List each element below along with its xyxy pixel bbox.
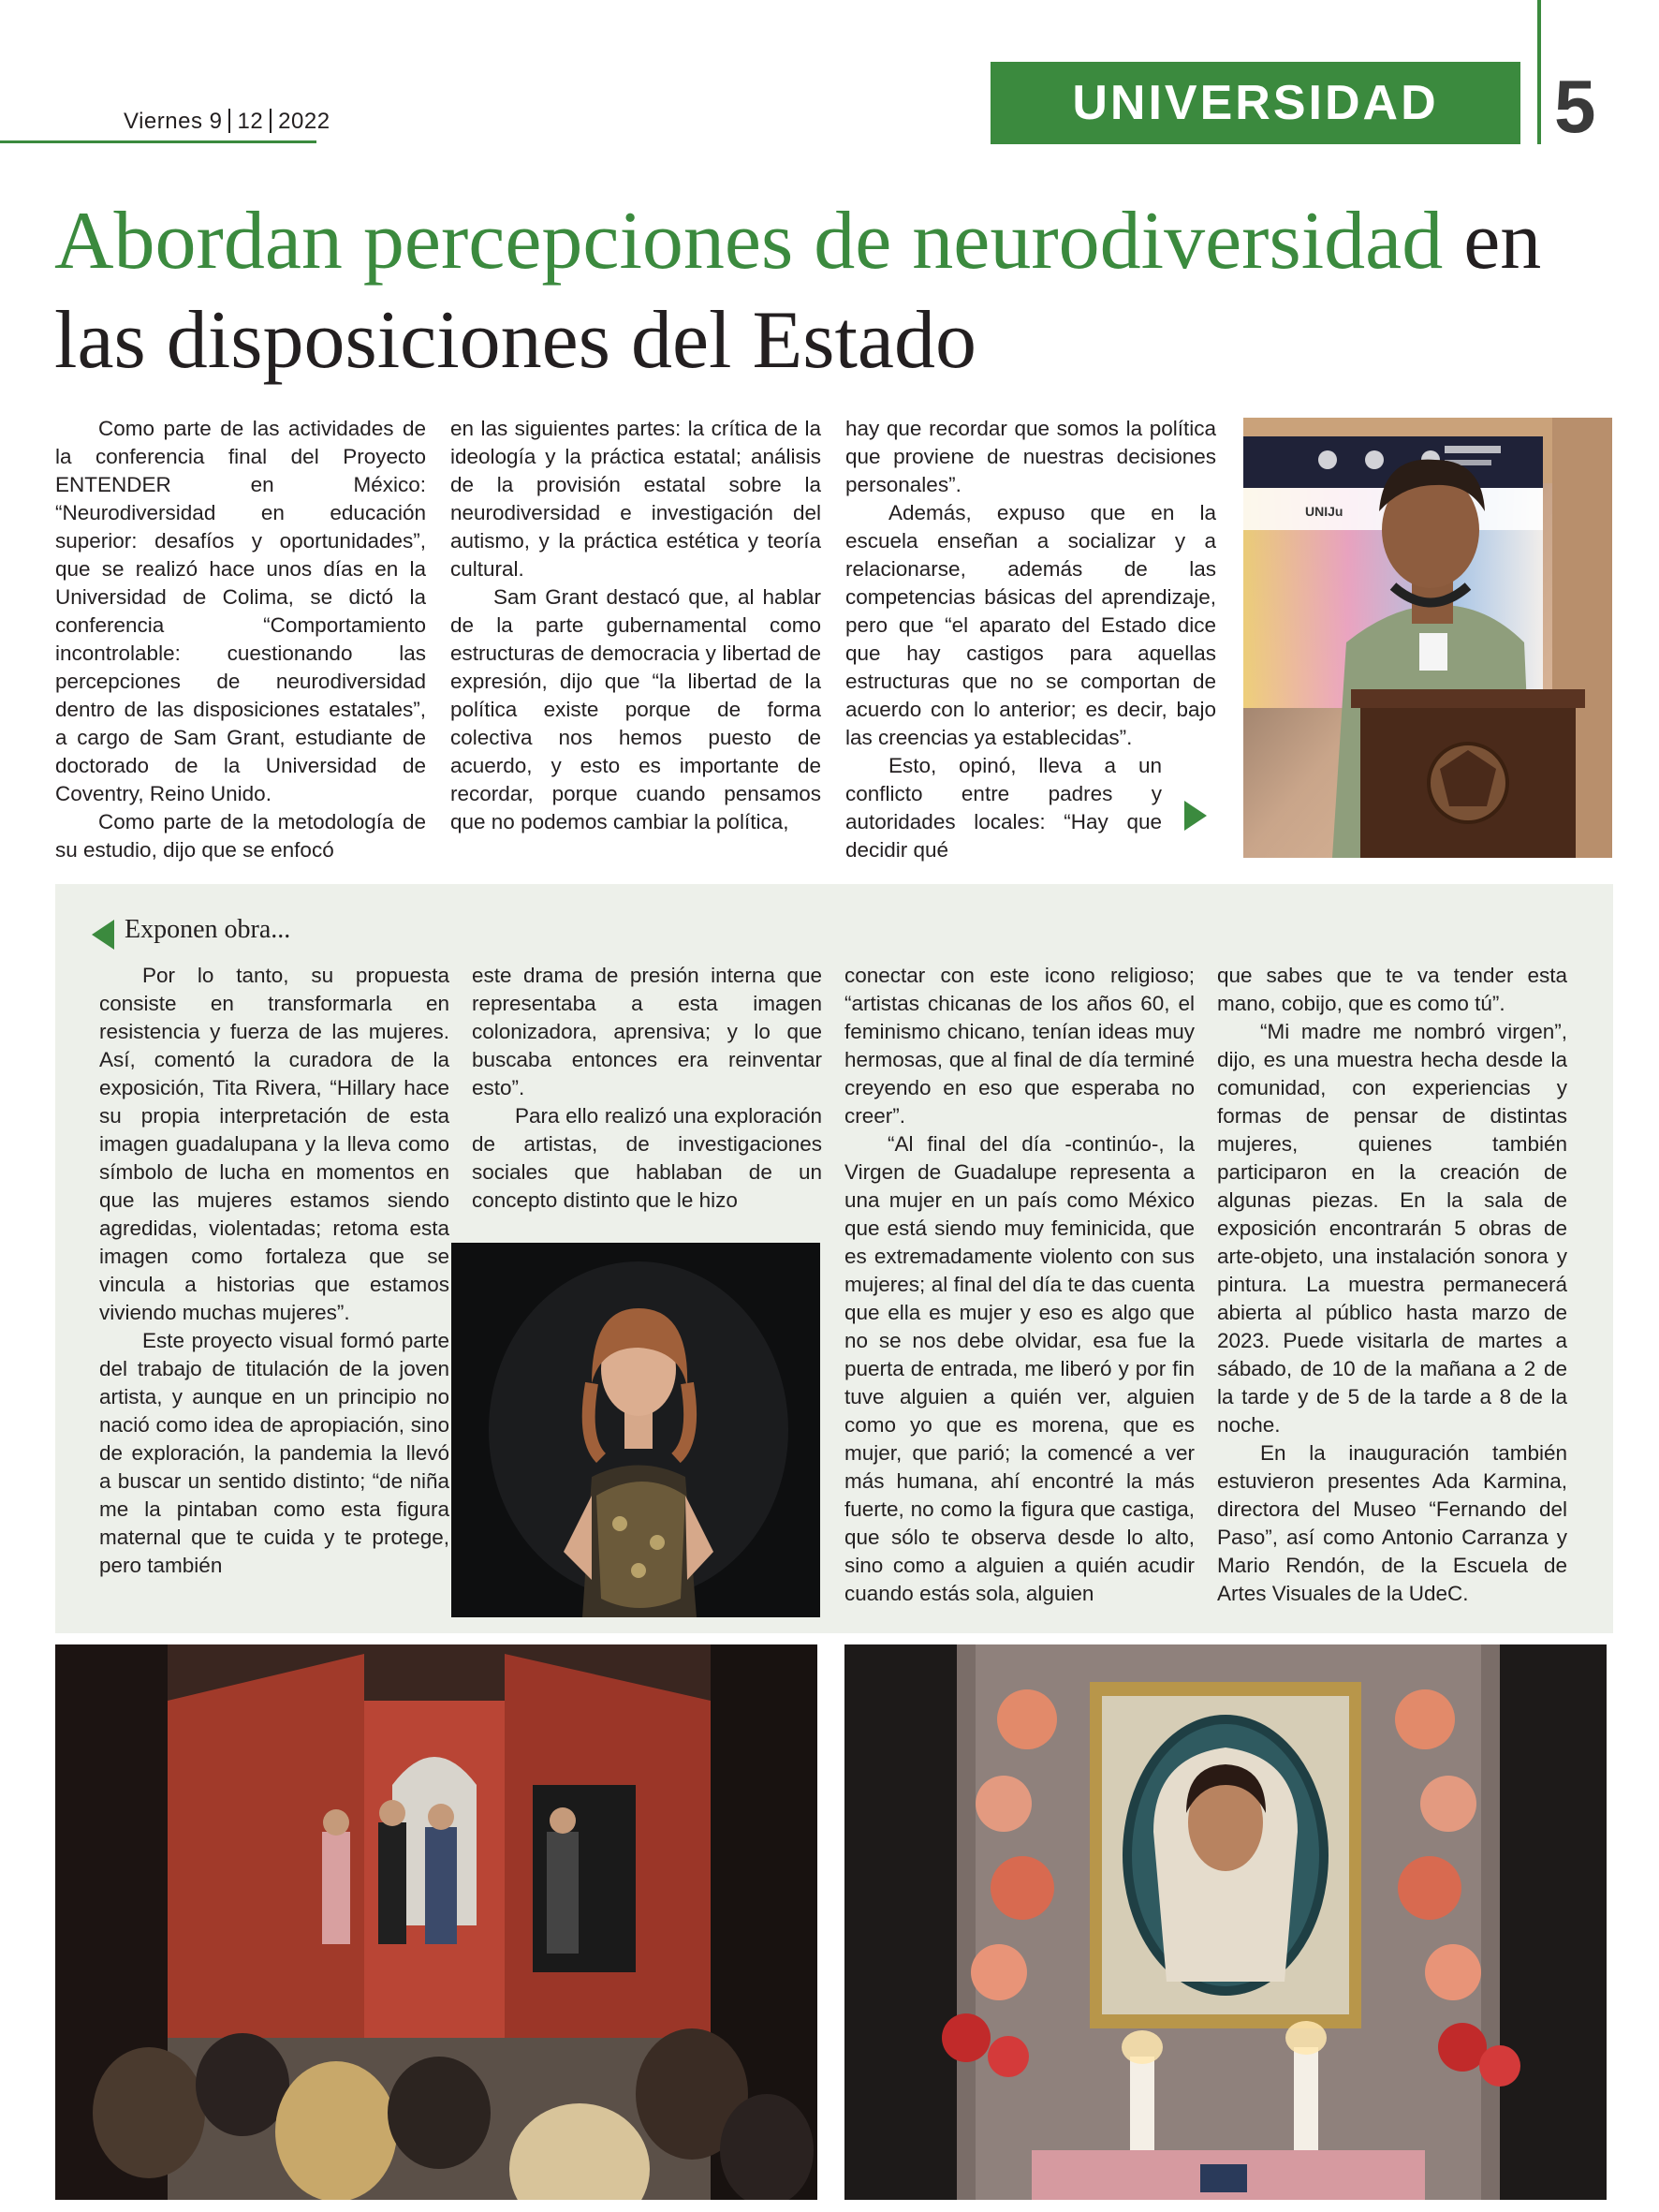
paragraph: Sam Grant destacó que, al hablar de la parte gubernamental como estructuras de democracia y libertad de expresión, dijo que “la libertad de la política existe porque de forma colectiva nos hemos puesto de acuerdo, y esto es importante de recordar, porque cuando pensamos que no podemos cambiar la política, (450, 585, 821, 833)
paragraph: Esto, opinó, lleva a un conflicto entre padres y autoridades locales: “Hay que decidir qué (845, 754, 1162, 862)
photo-speaker-at-podium (1243, 418, 1612, 858)
continued-from-label: Exponen obra... (125, 915, 291, 944)
banner-logo-text: UNIJu (1305, 504, 1343, 519)
paragraph: conectar con este icono religioso; “artistas chicanas de los años 60, el feminismo chicano, tenían ideas muy hermosas, que al final de día terminé creyendo en eso que esperaba no creer”. (844, 964, 1195, 1128)
paragraph: Por lo tanto, su propuesta consiste en transformarla en resistencia y fuerza de las mujeres. Así, comentó la curadora de la exposición, Tita Rivera, “Hillary hace su propia interpretación de esta imagen guadalupana y la lleva como símbolo de lucha en momentos en que las mujeres estamos siendo agredidas, violentadas; retoma esta imagen como fortaleza que se vincula a historias que estamos viviendo muchas mujeres”. (99, 964, 449, 1324)
article1-column-1 (55, 415, 426, 864)
headline-black-part: en las disposiciones del Estado (54, 196, 1542, 386)
paragraph: que sabes que te va tender esta mano, cobijo, que es como tú”. (1217, 964, 1567, 1015)
paragraph: Este proyecto visual formó parte del trabajo de titulación de la joven artista, y aunque en un principio no nació como idea de apropiación, sino de exploración, la pandemia la llevó a buscar un sentido distinto; “de niña me la pintaban como esta figura maternal que te cuida y te protege, pero también (99, 1329, 449, 1577)
paragraph: este drama de presión interna que representaba a esta imagen colonizadora, aprensiva; y lo que buscaba entonces era reinventar esto”. (472, 964, 822, 1099)
paragraph: “Mi madre me nombró virgen”, dijo, es una muestra hecha desde la comunidad, con experiencias y formas de pensar de distintas mujeres, quienes también participaron en la creación de algunas piezas. En la sala de exposición encontrarán 5 obras de arte-objeto, una instalación sonora y pintura. La muestra permanecerá abierta al público hasta marzo de 2023. Puede visitarla de martes a sábado, de 10 de la mañana a 2 de la tarde y de 5 de la tarde a 8 de la noche. (1217, 1020, 1567, 1437)
issue-date (124, 109, 330, 135)
headline-green-part: Abordan percepciones de neurodiversidad (54, 196, 1444, 287)
paragraph: en las siguientes partes: la crítica de la ideología y la práctica estatal; análisis de la provisión estatal sobre la neurodiversidad e investigación del autismo, y la práctica estética y teoría cultural. (450, 417, 821, 581)
paragraph: Como parte de las actividades de la conferencia final del Proyecto ENTENDER en México: “Neurodiversidad en educación superior: desafíos y oportunidades”, que se realizó hace unos días en la Universidad de Colima, se dictó la conferencia “Comportamiento incontrolable: cuestionando las percepciones de neurodiversidad dentro de las disposiciones estatales”, a cargo de Sam Grant, estudiante de doctorado de la Universidad de Coventry, Reino Unido. (55, 417, 426, 805)
photo-virgin-painting-altar (844, 1644, 1607, 2200)
article2-column-2 (472, 962, 822, 1215)
header-vertical-rule (1537, 0, 1541, 144)
paragraph: En la inauguración también estuvieron presentes Ada Karmina, directora del Museo “Fernando del Paso”, así como Antonio Carranza y Mario Rendón, de la Escuela de Artes Visuales de la UdeC. (1217, 1441, 1567, 1605)
paragraph: Como parte de la metodología de su estudio, dijo que se enfocó (55, 810, 426, 862)
photo-exhibition-gallery (55, 1644, 817, 2200)
continue-arrow-icon (1184, 801, 1207, 831)
paragraph: Para ello realizó una exploración de artistas, de investigaciones sociales que hablaban de un concepto distinto que le hizo (472, 1104, 822, 1212)
page-number: 5 (1554, 65, 1596, 148)
date-month: 12 (237, 109, 264, 134)
header-rule (0, 140, 316, 143)
photo-artist-portrait (451, 1243, 820, 1617)
section-label: UNIVERSIDAD (991, 62, 1520, 144)
date-year: 2022 (278, 109, 330, 134)
paragraph: Además, expuso que en la escuela enseñan a socializar y a relacionarse, además de las competencias básicas del aprendizaje, pero que “el aparato del Estado dice que hay castigos para aquellas estructuras que no se comportan de acuerdo con lo anterior; es decir, bajo las creencias ya establecidas”. (845, 501, 1216, 749)
article2-column-3 (844, 962, 1195, 1608)
date-day: Viernes 9 (124, 109, 223, 134)
article-headline (54, 192, 1627, 391)
continued-from-arrow-icon (92, 920, 114, 950)
article1-column-3 (845, 415, 1216, 864)
paragraph: “Al final del día -continúo-, la Virgen de Guadalupe representa a una mujer en un país como México que está siendo muy feminicida, que es extremadamente violento con sus mujeres; al final del día te das cuenta que ella es mujer y eso es algo que no se nos debe olvidar, esa fue la puerta de entrada, me liberó y por fin tuve alguien a quién ver, alguien como yo que es morena, que es mujer, que parió; la comencé a ver más humana, ahí encontré la más fuerte, no como la figura que castiga, que sólo te observa desde lo alto, sino como a alguien a quién acudir cuando estás sola, alguien (844, 1132, 1195, 1605)
article1-column-2 (450, 415, 821, 836)
article2-column-4 (1217, 962, 1567, 1608)
paragraph: hay que recordar que somos la política que proviene de nuestras decisiones personales”. (845, 417, 1216, 496)
article2-column-1 (99, 962, 449, 1580)
